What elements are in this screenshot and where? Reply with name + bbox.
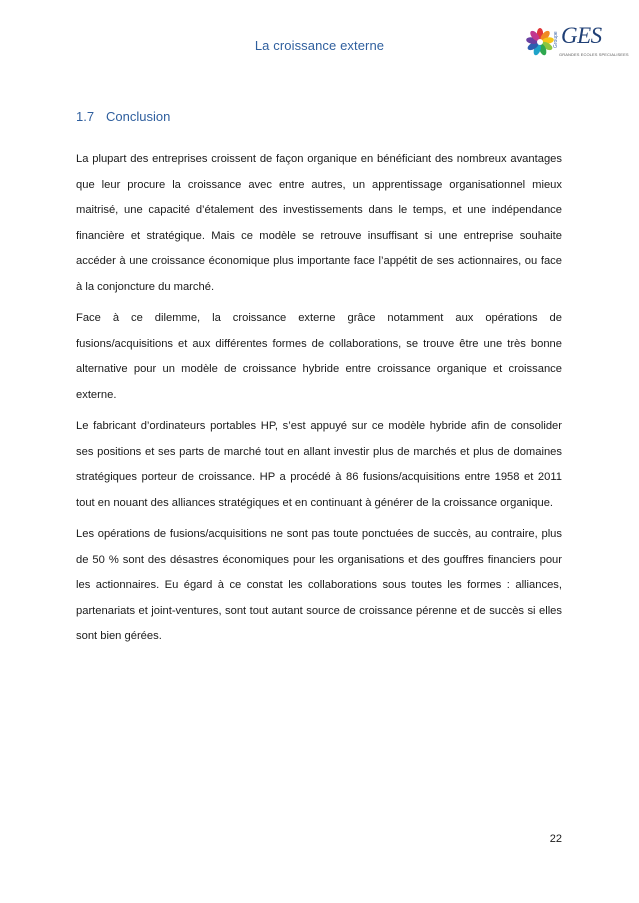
running-header-title: La croissance externe: [254, 38, 385, 53]
section-number: 1.7: [76, 109, 95, 124]
paragraph: Le fabricant d’ordinateurs portables HP, s’est appuyé sur ce modèle hybride afin de consolider ses positions et ses parts de marché tout en allant investir plus de marchés et plus de domaines stratégiques porteur de croissance. HP a procédé à 86 fusions/acquisitions entre 1958 et 2011 tout en nouant des alliances stratégiques et en continuant à générer de la croissance organique.: [76, 420, 562, 509]
section-title: Conclusion: [106, 109, 171, 124]
ges-logo: [525, 22, 629, 62]
page-number: 22: [549, 833, 562, 845]
body-text: [76, 147, 562, 656]
logo-brand-text: GES: [561, 23, 602, 48]
paragraph: Face à ce dilemme, la croissance externe grâce notamment aux opérations de fusions/acquisitions et aux différentes formes de collaborations, se trouve être une très bonne alternative pour un modèle de croissance hybride entre croissance organique et croissance externe.: [76, 312, 562, 401]
paragraph: La plupart des entreprises croissent de façon organique en bénéficiant des nombreux avantages que leur procure la croissance avec entre autres, un apprentissage organisationnel mieux maitrisé, une capacité d’étalement des investissements dans le temps, et une indépendance financière et stratégique. Mais ce modèle se retrouve insuffisant si une entreprise souhaite accéder à une croissance économique plus importante face l’appétit de ses actionnaires, ou face à la conjoncture du marché.: [76, 153, 562, 293]
logo-tagline: GRANDES ECOLES SPECIALISEES: [559, 52, 629, 57]
logo-groupe-label: Groupe: [553, 31, 559, 48]
paragraph: Les opérations de fusions/acquisitions ne sont pas toute ponctuées de succès, au contraire, plus de 50 % sont des désastres économiques pour les organisations et des gouffres financiers pour les actionnaires. Eu égard à ce constat les collaborations sous toutes les formes : alliances, partenariats et joint-ventures, sont tout autant source de croissance pérenne et de succès si elles sont bien gérées.: [76, 528, 562, 642]
section-heading: [76, 109, 170, 124]
